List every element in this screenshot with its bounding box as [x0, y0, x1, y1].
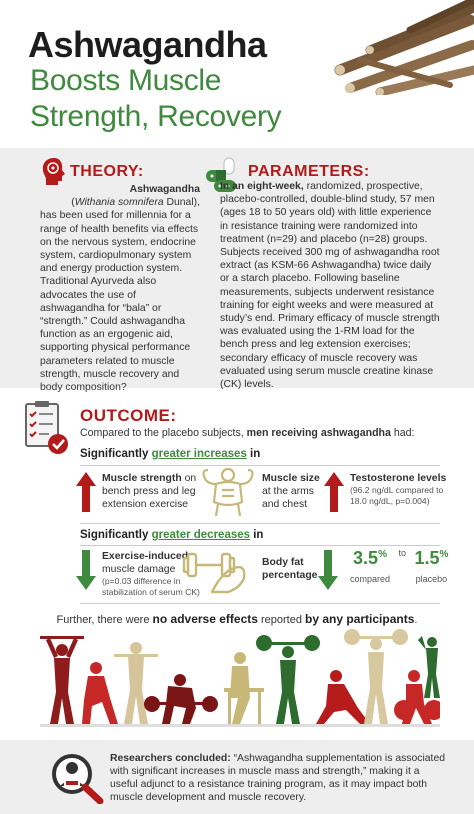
to-label: to [398, 548, 406, 558]
muscle-damage-result: Exercise-induced muscle damage (p=0.03 difference in stabilization of serum CK) [102, 551, 200, 597]
brain-head-icon [40, 156, 68, 186]
muscle-man-icon [196, 466, 260, 518]
theory-body: has been used for millennia for a range of health benefits via effects on the nervous system, endocrine system, cardiopulmonary system and energy production system. Traditional Ayurveda also advocates the use of ashwagandha for “bala” or “strength.” Could ashwagandha function as an ergogenic aid, supporting physical performance parameters related to muscle strength, muscle recovery and body composition? [40, 210, 199, 394]
decrease-heading: Significantly greater decreases in [80, 529, 264, 541]
dumbbell-arm-icon [182, 544, 254, 596]
testosterone-result: Testosterone levels (96.2 ng/dL compared to 18.0 ng/dL, p=0.004) [350, 473, 447, 506]
divider [80, 523, 440, 524]
adverse-effects-note: Further, there were no adverse effects reported by any participants. [56, 612, 418, 626]
page-subtitle-line2: Strength, Recovery [30, 100, 282, 133]
outcome-intro: Compared to the placebo subjects, men receiving ashwagandha had: [80, 427, 415, 439]
arrow-up-icon [76, 472, 96, 512]
parameters-body: randomized, prospective, placebo-controlled, double-blind study, 57 men (ages 18 to 50 years old) with little experience in resistance training were randomized into treatment (n=29) and placebo (n=28) groups. Subjects received 300 mg of ashwagandha root extract (as KSM-66 Ashwagandha) twice daily or a starch placebo. Following baseline measurements, subjects underwent resistance training for eight weeks and were measured at study’s end. Primary efficacy of muscle strength was evaluated using the 1-RM load for the bench press and leg extension exercises; secondary efficacy of muscle recovery was evaluated using serum muscle creatine kinase (CK) levels. [220, 181, 440, 391]
treatment-value: 3.5% [353, 548, 387, 568]
divider [80, 465, 440, 466]
divider [80, 545, 440, 546]
outcome-title: OUTCOME: [80, 406, 177, 425]
theory-text [40, 183, 200, 394]
placebo-label: placebo [415, 574, 448, 584]
arrow-up-icon [324, 472, 344, 512]
conclusion-text: Researchers concluded: “Ashwagandha supplementation is associated with significant increases in muscle mass and strength,” making it a useful adjunct to a resistance training program, as it may impact both muscle development and muscle recovery. [110, 753, 445, 803]
checklist-icon [22, 400, 70, 456]
page-subtitle-line1: Boosts Muscle [30, 64, 222, 97]
increase-heading: Significantly greater increases in [80, 448, 261, 460]
page-title: Ashwagandha [28, 24, 267, 65]
ashwagandha-roots [320, 0, 474, 95]
arrow-down-icon [76, 550, 96, 590]
muscle-size-result: Muscle size at the arms and chest [262, 473, 320, 510]
arrow-down-icon [318, 550, 338, 590]
magnifier-person-icon [50, 752, 104, 804]
body-fat-comparison [350, 548, 470, 587]
theory-scientific-name: (Withania somnifera Dunal), [71, 197, 200, 209]
weightlifter-silhouettes [40, 628, 440, 732]
divider [80, 603, 440, 604]
body-fat-label: Body fat percentage [262, 557, 318, 581]
parameters-text [220, 180, 442, 391]
parameters-title: PARAMETERS: [248, 163, 370, 180]
theory-title: THEORY: [70, 163, 144, 180]
muscle-strength-result: Muscle strength on bench press and leg extension exercise [102, 473, 197, 510]
theory-heading: Ashwagandha [129, 184, 200, 195]
treatment-label: compared [350, 574, 391, 584]
parameters-lead: In an eight-week, [220, 181, 304, 192]
placebo-value: 1.5% [414, 548, 449, 568]
